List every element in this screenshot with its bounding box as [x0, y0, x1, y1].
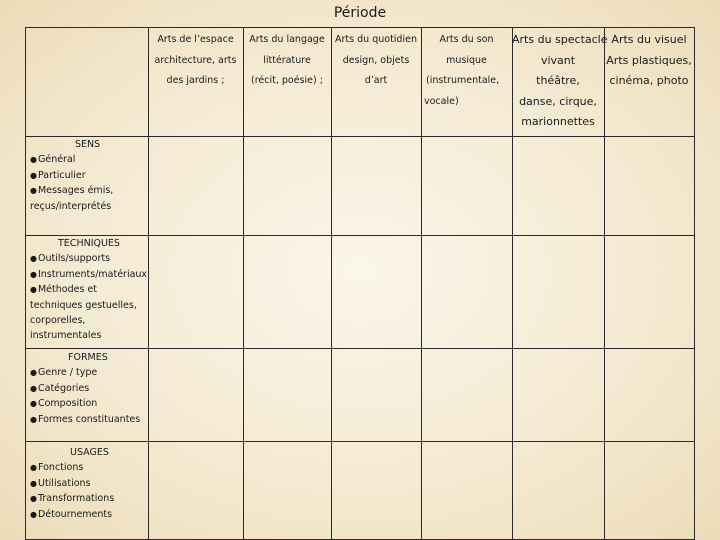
- column-header-quotidien: [331, 30, 421, 92]
- cell-text: Arts du son: [439, 34, 494, 45]
- cell-text: Composition: [37, 398, 98, 410]
- cell-text: Arts du langage: [249, 34, 325, 45]
- cell-text: Arts du visuel: [611, 33, 687, 46]
- page-title: Période: [333, 5, 387, 21]
- bullet-icon: ●: [30, 170, 37, 180]
- cell-text: Transformations: [37, 493, 115, 505]
- cell-text: Fonctions: [37, 462, 84, 474]
- bullet-icon: ●: [30, 155, 37, 165]
- cell-text: (instrumentale,: [426, 75, 500, 86]
- cell-text: vivant: [540, 53, 576, 67]
- cell-text: architecture, arts: [154, 54, 237, 66]
- bullet-icon: ●: [30, 269, 37, 279]
- cell-text: Méthodes et techniques gestuelles, corporelles, instrumentales: [30, 284, 137, 342]
- bullet-icon: ●: [30, 414, 37, 424]
- cell-text: Formes constituantes: [37, 413, 141, 425]
- cell-text: Outils/supports: [37, 253, 111, 265]
- cell-text: marionnettes: [521, 115, 595, 128]
- cell-text: Particulier: [37, 169, 86, 181]
- cell-text: cinéma, photo: [609, 74, 689, 87]
- cell-text: des jardins ;: [166, 75, 225, 86]
- bullet-icon: ●: [30, 478, 37, 488]
- bullet-icon: ●: [30, 383, 37, 393]
- cell-text: Catégories: [37, 382, 90, 394]
- column-header-visuel: [604, 30, 694, 92]
- bullet-icon: ●: [30, 186, 37, 196]
- column-header-spectacle: [512, 30, 608, 133]
- row-header-sens: [30, 137, 148, 214]
- column-header-espace: [148, 30, 243, 92]
- bullet-icon: ●: [30, 463, 37, 473]
- cell-text: design, objets: [342, 54, 410, 66]
- cell-text: TECHNIQUES: [58, 238, 120, 249]
- cell-text: FORMES: [68, 352, 108, 363]
- cell-text: Arts du quotidien: [335, 34, 417, 45]
- row-header-techniques: [30, 236, 148, 344]
- bullet-icon: ●: [30, 285, 37, 295]
- cell-text: d’art: [364, 75, 388, 86]
- cell-text: Arts du spectacle: [512, 33, 608, 46]
- row-header-usages: [30, 445, 148, 522]
- bullet-icon: ●: [30, 509, 37, 519]
- cell-text: Genre / type: [37, 367, 98, 379]
- cell-text: Instruments/matériaux: [37, 268, 148, 280]
- cell-text: (récit, poésie) ;: [251, 75, 323, 86]
- bullet-icon: ●: [30, 494, 37, 504]
- bullet-icon: ●: [30, 254, 37, 264]
- cell-text: Utilisations: [37, 477, 91, 489]
- column-header-son: [421, 30, 512, 112]
- bullet-icon: ●: [30, 368, 37, 378]
- cell-text: littérature: [263, 54, 311, 66]
- cell-text: théâtre,: [536, 74, 580, 87]
- row-header-formes: [30, 350, 148, 427]
- cell-text: vocale): [424, 95, 459, 107]
- cell-text: danse, cirque,: [519, 94, 597, 108]
- cell-text: Arts de l’espace: [157, 34, 234, 45]
- cell-text: USAGES: [70, 447, 109, 458]
- cell-text: musique: [446, 54, 487, 66]
- cell-text: Arts plastiques,: [606, 53, 692, 67]
- cell-text: Détournements: [37, 508, 113, 520]
- bullet-icon: ●: [30, 399, 37, 409]
- cell-text: Messages émis, reçus/interprétés: [30, 185, 114, 212]
- cell-text: Général: [37, 154, 76, 166]
- column-header-langage: [243, 30, 331, 92]
- cell-text: SENS: [75, 139, 101, 150]
